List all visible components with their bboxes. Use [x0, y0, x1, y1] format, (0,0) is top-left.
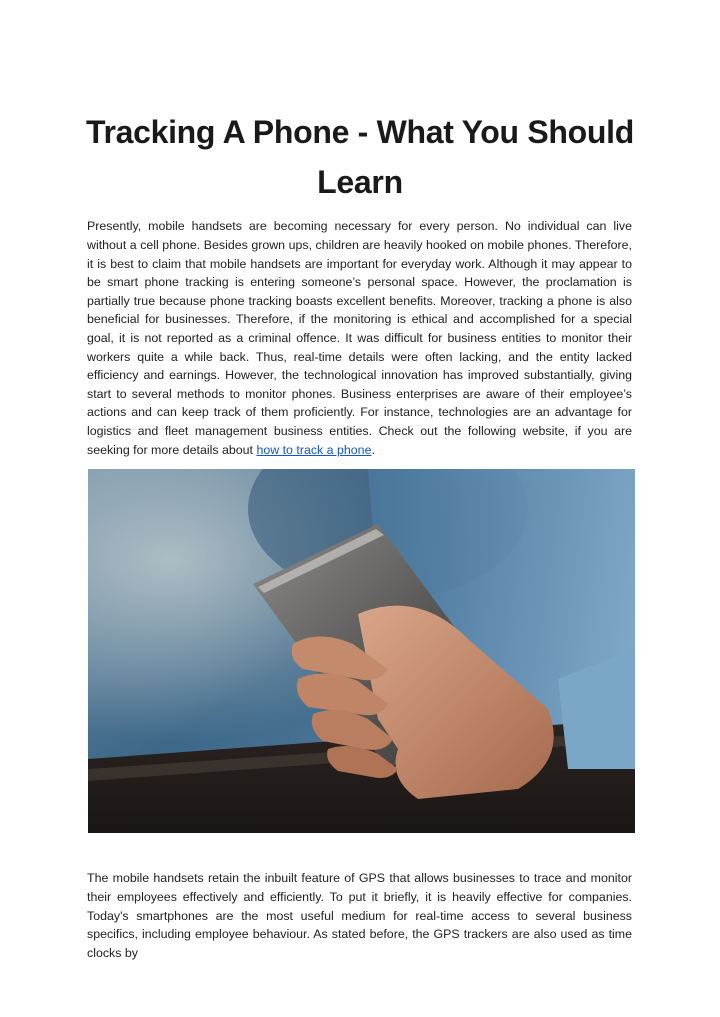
intro-paragraph	[87, 217, 632, 459]
how-to-track-a-phone-link[interactable]: how to track a phone	[256, 442, 372, 457]
intro-paragraph-end: .	[371, 442, 375, 457]
gps-paragraph: The mobile handsets retain the inbuilt feature of GPS that allows businesses to trace and monitor their employees effectively and efficiently. To put it briefly, it is heavily effective for companies. Today's smartphones are the most useful medium for real-time access to several business specifics, including employee behaviour. As stated before, the GPS trackers are also used as time clocks by	[87, 871, 632, 960]
phone-in-hand-photo	[88, 469, 635, 833]
intro-paragraph-text: Presently, mobile handsets are becoming necessary for every person. No individual can live without a cell phone. Besides grown ups, children are heavily hooked on mobile phones. Therefore, it is best to claim that mobile handsets are important for everyday work. Although it may appear to be smart phone tracking is entering someone’s personal space. However, the proclamation is partially true because phone tracking boasts excellent benefits. Moreover, tracking a phone is also beneficial for businesses. Therefore, if the monitoring is ethical and accomplished for a special goal, it is not reported as a criminal offence. It was difficult for business entities to monitor their workers quite a while back. Thus, real-time details were often lacking, and the entity lacked efficiency and earnings. However, the technological innovation has improved substantially, giving start to several methods to monitor phones. Business enterprises are aware of their employee’s actions and can keep track of them proficiently. For instance, technologies are an advantage for logistics and fleet management business entities. Check out the following website, if you are seeking for more details about	[87, 219, 632, 457]
hand-holding-smartphone-photo-icon	[88, 469, 635, 833]
page-title: Tracking A Phone - What You Should Learn	[85, 114, 635, 201]
